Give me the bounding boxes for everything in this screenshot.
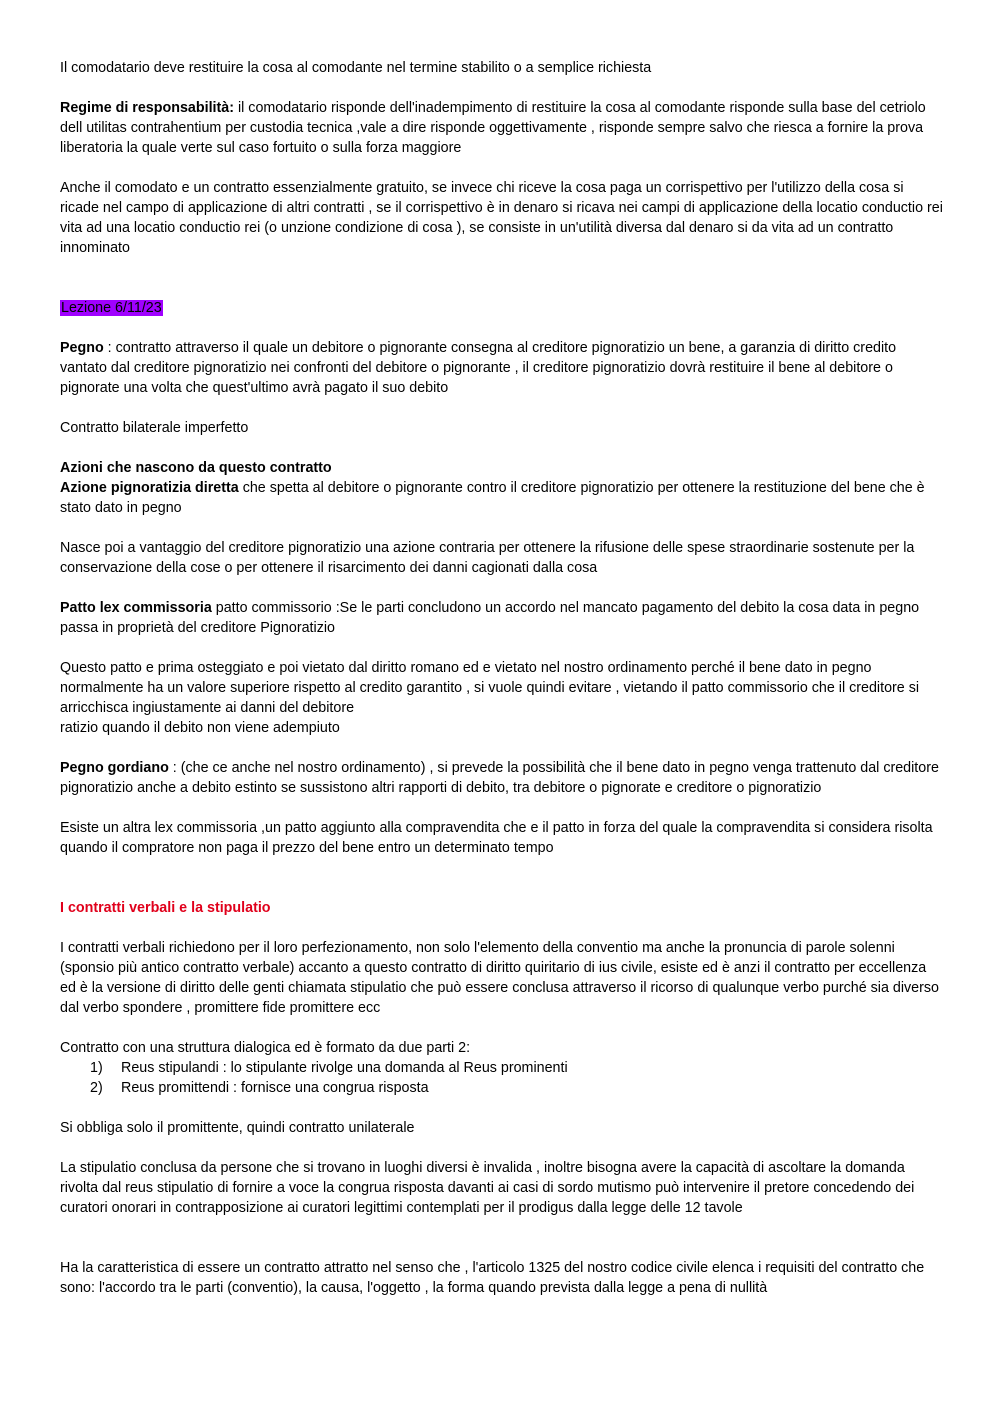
paragraph-azione-contraria: Nasce poi a vantaggio del creditore pignoratizio una azione contraria per ottenere la rifusione delle spese straordinarie sostenute per la conservazione della cose o per ottenere il risarcimento dei danni cagionati dalla cosa: [60, 540, 915, 576]
list-item-number: 1): [90, 1060, 103, 1076]
term-pegno-gordiano: Pegno gordiano: [60, 760, 169, 776]
paragraph-bilaterale: Contratto bilaterale imperfetto: [60, 420, 249, 436]
list-item: [60, 1058, 944, 1078]
paragraph-responsabilita: [60, 98, 944, 158]
paragraph-azione-diretta: [60, 478, 944, 518]
paragraph-patto-commissorio-text: patto commissorio :Se le parti concludono un accordo nel mancato pagamento del debito la cosa data in pegno passa in proprietà del creditore Pignoratizio: [60, 600, 920, 636]
list-item-text: Reus promittendi : fornisce una congrua risposta: [121, 1080, 429, 1096]
numbered-list: [60, 1058, 944, 1098]
lesson-date-highlight: Lezione 6/11/23: [61, 300, 162, 316]
paragraph-pegno-text: : contratto attraverso il quale un debitore o pignorante consegna al creditore pignoratizio un bene, a garanzia di diritto credito vantato dal creditore pignoratizio nei confronti del debitore o pignorante , il creditore pignoratizio dovrà restituire il bene al debitore o pignorate una volta che quest'ultimo avrà pagato il suo debito: [60, 340, 897, 396]
paragraph-pegno-gordiano: [60, 758, 944, 798]
heading-azioni: Azioni che nascono da questo contratto: [60, 460, 332, 476]
term-regime-responsabilita: Regime di responsabilità:: [60, 100, 234, 116]
term-azione-pignoratizia: Azione pignoratizia diretta: [60, 480, 239, 496]
paragraph-stipulatio-invalida: La stipulatio conclusa da persone che si trovano in luoghi diversi è invalida , inoltre bisogna avere la capacità di ascoltare la domanda rivolta dal reus stipulatio di fornire a voce la congrua risposta davanti ai casi di sordo mutismo può intervenire il pretore concedendo dei curatori onorari in contrapposizione ai curatori legittimi contemplati per il prodigus dalla legge delle 12 tavole: [60, 1160, 915, 1216]
paragraph-restituzione: Il comodatario deve restituire la cosa al comodante nel termine stabilito o a semplice richiesta: [60, 60, 652, 76]
paragraph-pegno-gordiano-text: : (che ce anche nel nostro ordinamento) , si prevede la possibilità che il bene dato in pegno venga trattenuto dal creditore pignoratizio anche a debito estinto se sussistono altri rapporti di debito, tra debitore o pignorate e creditore o pignoratizio: [60, 760, 939, 796]
paragraph-contratti-verbali: I contratti verbali richiedono per il loro perfezionamento, non solo l'elemento della conventio ma anche la pronuncia di parole solenni (sponsio più antico contratto verbale) accanto a questo contratto di diritto quiritario di ius civile, esiste ed è anzi il contratto per eccellenza ed è la versione di diritto delle genti chiamata stipulatio che può essere conclusa attraverso il ricorso di qualunque verbo purché sia diverso dal verbo spondere , promittere fide promittere ecc: [60, 940, 939, 1016]
section-title: I contratti verbali e la stipulatio: [60, 900, 271, 916]
paragraph-ratizio: ratizio quando il debito non viene adempiuto: [60, 720, 340, 736]
paragraph-patto-commissorio: [60, 598, 944, 638]
term-patto-lex-commissoria: Patto lex commissoria: [60, 600, 212, 616]
paragraph-azione-diretta-text: che spetta al debitore o pignorante contro il creditore pignoratizio per ottenere la restituzione del bene che è stato dato in pegno: [60, 480, 925, 516]
paragraph-struttura-dialogica: Contratto con una struttura dialogica ed è formato da due parti 2:: [60, 1040, 471, 1056]
lesson-date: [60, 298, 944, 318]
list-item: [60, 1078, 944, 1098]
paragraph-comodato-gratuito: Anche il comodato e un contratto essenzialmente gratuito, se invece chi riceve la cosa paga un corrispettivo per l'utilizzo della cosa si ricade nel campo di applicazione di altri contratti , se il corrispettivo è in denaro si ricava nei campi di applicazione della locatio conductio rei vita ad una locatio conductio rei (o unzione condizione di cosa ), se consiste in un'utilità diversa dal denaro si da vita ad un contratto innominato: [60, 180, 943, 256]
document-page: [60, 58, 944, 1298]
paragraph-unilaterale: Si obbliga solo il promittente, quindi contratto unilaterale: [60, 1120, 415, 1136]
paragraph-articolo-1325: Ha la caratteristica di essere un contratto attratto nel senso che , l'articolo 1325 del nostro codice civile elenca i requisiti del contratto che sono: l'accordo tra le parti (conventio), la causa, l'oggetto , la forma quando prevista dalla legge a pena di nullità: [60, 1260, 925, 1296]
list-item-number: 2): [90, 1080, 103, 1096]
list-item-text: Reus stipulandi : lo stipulante rivolge una domanda al Reus prominenti: [121, 1060, 568, 1076]
paragraph-responsabilita-text: il comodatario risponde dell'inadempimento di restituire la cosa al comodante risponde sulla base del cetriolo dell utilitas contrahentium per custodia tecnica ,vale a dire risponde oggettivamente , risponde sempre salvo che riesca a fornire la prova liberatoria la quale verte sul caso fortuito o sulla forza maggiore: [60, 100, 926, 156]
paragraph-lex-commissoria: Esiste un altra lex commissoria ,un patto aggiunto alla compravendita che e il patto in forza del quale la compravendita si considera risolta quando il compratore non paga il prezzo del bene entro un determinato tempo: [60, 820, 933, 856]
paragraph-pegno: [60, 338, 944, 398]
paragraph-patto-vietato: Questo patto e prima osteggiato e poi vietato dal diritto romano ed e vietato nel nostro ordinamento perché il bene dato in pegno normalmente ha un valore superiore rispetto al credito garantito , si vuole quindi evitare , vietando il patto commissorio che il creditore si arricchisca ingiustamente ai danni del debitore: [60, 660, 920, 716]
term-pegno: Pegno: [60, 340, 104, 356]
